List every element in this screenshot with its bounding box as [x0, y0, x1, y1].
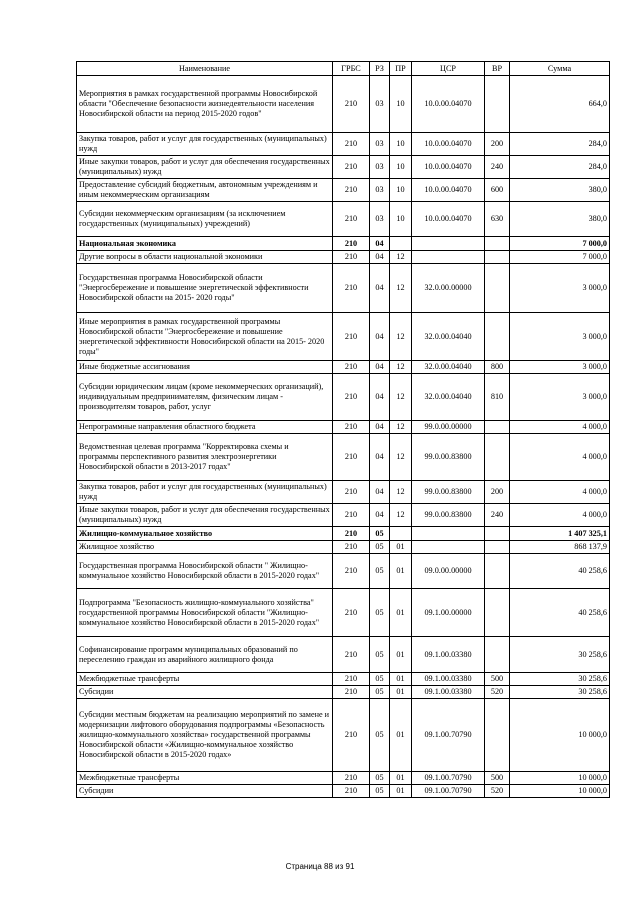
cell-sum: 10 000,0: [510, 772, 610, 785]
cell-pr: 10: [390, 179, 412, 202]
cell-name: Национальная экономика: [77, 237, 333, 251]
table-row: [77, 313, 610, 361]
cell-grbs: 210: [333, 251, 370, 264]
cell-name: Иные закупки товаров, работ и услуг для обеспечения государственных (муниципальных) нужд: [77, 504, 333, 527]
cell-pr: 01: [390, 673, 412, 686]
cell-rz: 04: [370, 421, 390, 434]
cell-csr: [412, 237, 485, 251]
cell-rz: 05: [370, 785, 390, 798]
cell-csr: 99.0.00.83800: [412, 434, 485, 481]
cell-name: Субсидии некоммерческим организациям (за исключением государственных (муниципальных) учреждений): [77, 202, 333, 237]
cell-sum: 3 000,0: [510, 313, 610, 361]
cell-csr: 09.1.00.03380: [412, 637, 485, 673]
cell-pr: 10: [390, 202, 412, 237]
cell-grbs: 210: [333, 374, 370, 421]
cell-grbs: 210: [333, 133, 370, 156]
page-number: Страница 88 из 91: [285, 862, 355, 871]
cell-rz: 03: [370, 156, 390, 179]
cell-pr: 12: [390, 421, 412, 434]
cell-csr: 10.0.00.04070: [412, 133, 485, 156]
cell-vr: 200: [485, 481, 510, 504]
cell-name: Мероприятия в рамках государственной программы Новосибирской области "Обеспечение безопасности жизнедеятельности населения Новосибирской области на период 2015-2020 годов": [77, 76, 333, 133]
budget-document: [76, 61, 609, 798]
header-rz: РЗ: [370, 62, 390, 76]
cell-sum: 4 000,0: [510, 481, 610, 504]
cell-grbs: 210: [333, 589, 370, 637]
table-row: [77, 251, 610, 264]
cell-name: Субсидии: [77, 785, 333, 798]
cell-name: Иные мероприятия в рамках государственной программы Новосибирской области "Энергосбережение и повышение энергетической эффективности Новосибирской области на 2015- 2020 годы": [77, 313, 333, 361]
table-row: [77, 527, 610, 541]
cell-vr: 240: [485, 156, 510, 179]
cell-vr: [485, 541, 510, 554]
table-row: [77, 589, 610, 637]
cell-sum: 284,0: [510, 156, 610, 179]
cell-pr: 10: [390, 76, 412, 133]
cell-grbs: 210: [333, 313, 370, 361]
cell-rz: 03: [370, 179, 390, 202]
cell-csr: 10.0.00.04070: [412, 156, 485, 179]
table-row: [77, 772, 610, 785]
cell-sum: 380,0: [510, 179, 610, 202]
table-row: [77, 237, 610, 251]
cell-csr: 09.1.00.70790: [412, 785, 485, 798]
cell-vr: [485, 434, 510, 481]
cell-rz: 05: [370, 686, 390, 699]
table-row: [77, 264, 610, 313]
cell-rz: 05: [370, 699, 390, 772]
cell-grbs: 210: [333, 76, 370, 133]
cell-rz: 04: [370, 434, 390, 481]
cell-grbs: 210: [333, 699, 370, 772]
header-grbs: ГРБС: [333, 62, 370, 76]
cell-vr: 630: [485, 202, 510, 237]
cell-name: Субсидии юридическим лицам (кроме некоммерческих организаций), индивидуальным предпринимателям, физическим лицам - производителям товаров, работ, услуг: [77, 374, 333, 421]
cell-name: Субсидии местным бюджетам на реализацию мероприятий по замене и модернизации лифтового оборудования подпрограммы «Безопасность жилищно-коммунального хозяйства» государственной программы Новосибирской области «Жилищно-коммунальное хозяйство Новосибирской области в 2015-2020 годах»: [77, 699, 333, 772]
cell-grbs: 210: [333, 434, 370, 481]
cell-sum: 1 407 325,1: [510, 527, 610, 541]
header-pr: ПР: [390, 62, 412, 76]
cell-csr: 32.0.00.04040: [412, 361, 485, 374]
cell-sum: 10 000,0: [510, 785, 610, 798]
table-row: [77, 202, 610, 237]
cell-csr: 09.1.00.70790: [412, 772, 485, 785]
table-row: [77, 785, 610, 798]
cell-name: Закупка товаров, работ и услуг для государственных (муниципальных) нужд: [77, 481, 333, 504]
cell-pr: 10: [390, 156, 412, 179]
cell-csr: 10.0.00.04070: [412, 202, 485, 237]
cell-rz: 05: [370, 554, 390, 589]
table-row: [77, 504, 610, 527]
cell-csr: 09.0.00.00000: [412, 554, 485, 589]
cell-name: Другие вопросы в области национальной экономики: [77, 251, 333, 264]
cell-sum: 40 258,6: [510, 554, 610, 589]
cell-rz: 05: [370, 673, 390, 686]
cell-rz: 04: [370, 481, 390, 504]
cell-vr: 520: [485, 785, 510, 798]
cell-grbs: 210: [333, 504, 370, 527]
cell-grbs: 210: [333, 179, 370, 202]
cell-name: Государственная программа Новосибирской области " Жилищно-коммунальное хозяйство Новосибирской области в 2015-2020 годах": [77, 554, 333, 589]
cell-sum: 284,0: [510, 133, 610, 156]
cell-vr: 240: [485, 504, 510, 527]
cell-sum: 664,0: [510, 76, 610, 133]
cell-rz: 05: [370, 589, 390, 637]
cell-pr: 12: [390, 264, 412, 313]
cell-csr: 09.1.00.03380: [412, 673, 485, 686]
cell-vr: [485, 699, 510, 772]
cell-vr: [485, 237, 510, 251]
cell-name: Субсидии: [77, 686, 333, 699]
cell-sum: 30 258,6: [510, 673, 610, 686]
cell-vr: 500: [485, 673, 510, 686]
table-row: [77, 76, 610, 133]
cell-pr: 12: [390, 313, 412, 361]
cell-csr: 32.0.00.04040: [412, 313, 485, 361]
cell-grbs: 210: [333, 772, 370, 785]
cell-sum: 4 000,0: [510, 421, 610, 434]
cell-sum: 7 000,0: [510, 237, 610, 251]
cell-csr: [412, 527, 485, 541]
cell-grbs: 210: [333, 156, 370, 179]
cell-pr: 01: [390, 686, 412, 699]
cell-grbs: 210: [333, 237, 370, 251]
cell-rz: 03: [370, 133, 390, 156]
cell-sum: 7 000,0: [510, 251, 610, 264]
cell-pr: 01: [390, 772, 412, 785]
cell-pr: 01: [390, 699, 412, 772]
cell-rz: 04: [370, 361, 390, 374]
cell-rz: 05: [370, 541, 390, 554]
table-row: [77, 554, 610, 589]
cell-pr: 01: [390, 589, 412, 637]
cell-grbs: 210: [333, 785, 370, 798]
table-row: [77, 541, 610, 554]
table-row: [77, 374, 610, 421]
cell-grbs: 210: [333, 541, 370, 554]
cell-sum: 10 000,0: [510, 699, 610, 772]
cell-vr: 520: [485, 686, 510, 699]
cell-pr: 01: [390, 785, 412, 798]
cell-vr: [485, 637, 510, 673]
cell-name: Межбюджетные трансферты: [77, 673, 333, 686]
cell-sum: 4 000,0: [510, 504, 610, 527]
cell-csr: 99.0.00.00000: [412, 421, 485, 434]
header-vr: ВР: [485, 62, 510, 76]
table-body: [77, 76, 610, 798]
cell-rz: 04: [370, 504, 390, 527]
cell-name: Подпрограмма "Безопасность жилищно-коммунального хозяйства" государственной программы Новосибирской области "Жилищно-коммунальное хозяйство Новосибирской области в 2015-2020 годах": [77, 589, 333, 637]
cell-sum: 3 000,0: [510, 361, 610, 374]
cell-sum: 30 258,6: [510, 686, 610, 699]
cell-sum: 3 000,0: [510, 264, 610, 313]
table-row: [77, 673, 610, 686]
cell-pr: 10: [390, 133, 412, 156]
table-row: [77, 434, 610, 481]
cell-grbs: 210: [333, 202, 370, 237]
cell-sum: 4 000,0: [510, 434, 610, 481]
cell-rz: 04: [370, 237, 390, 251]
cell-vr: 810: [485, 374, 510, 421]
cell-csr: 32.0.00.00000: [412, 264, 485, 313]
cell-csr: [412, 541, 485, 554]
cell-vr: [485, 251, 510, 264]
cell-pr: 12: [390, 374, 412, 421]
cell-name: Жилищно-коммунальное хозяйство: [77, 527, 333, 541]
table-row: [77, 637, 610, 673]
cell-pr: 12: [390, 361, 412, 374]
cell-name: Государственная программа Новосибирской области "Энергосбережение и повышение энергетической эффективности Новосибирской области на 2015- 2020 годы": [77, 264, 333, 313]
cell-name: Иные бюджетные ассигнования: [77, 361, 333, 374]
table-row: [77, 421, 610, 434]
cell-sum: 380,0: [510, 202, 610, 237]
cell-vr: [485, 421, 510, 434]
cell-pr: 12: [390, 481, 412, 504]
cell-rz: 04: [370, 264, 390, 313]
cell-sum: 40 258,6: [510, 589, 610, 637]
cell-csr: 09.1.00.00000: [412, 589, 485, 637]
table-row: [77, 686, 610, 699]
cell-csr: 99.0.00.83800: [412, 504, 485, 527]
budget-table: [76, 61, 610, 798]
cell-grbs: 210: [333, 421, 370, 434]
cell-csr: 32.0.00.04040: [412, 374, 485, 421]
header-csr: ЦСР: [412, 62, 485, 76]
cell-rz: 03: [370, 76, 390, 133]
table-row: [77, 481, 610, 504]
cell-vr: 600: [485, 179, 510, 202]
cell-vr: 200: [485, 133, 510, 156]
cell-rz: 05: [370, 527, 390, 541]
cell-grbs: 210: [333, 686, 370, 699]
cell-grbs: 210: [333, 481, 370, 504]
cell-vr: 800: [485, 361, 510, 374]
cell-csr: 10.0.00.04070: [412, 76, 485, 133]
cell-grbs: 210: [333, 554, 370, 589]
cell-grbs: 210: [333, 264, 370, 313]
table-header-row: [77, 62, 610, 76]
table-row: [77, 133, 610, 156]
header-sum: Сумма: [510, 62, 610, 76]
cell-csr: [412, 251, 485, 264]
cell-pr: [390, 237, 412, 251]
cell-csr: 09.1.00.03380: [412, 686, 485, 699]
table-row: [77, 361, 610, 374]
cell-pr: 12: [390, 251, 412, 264]
cell-vr: 500: [485, 772, 510, 785]
cell-pr: [390, 527, 412, 541]
table-row: [77, 179, 610, 202]
cell-name: Межбюджетные трансферты: [77, 772, 333, 785]
cell-name: Непрограммные направления областного бюджета: [77, 421, 333, 434]
cell-sum: 30 258,6: [510, 637, 610, 673]
cell-csr: 10.0.00.04070: [412, 179, 485, 202]
cell-sum: 868 137,9: [510, 541, 610, 554]
cell-grbs: 210: [333, 527, 370, 541]
cell-name: Предоставление субсидий бюджетным, автономным учреждениям и иным некоммерческим организациям: [77, 179, 333, 202]
cell-vr: [485, 76, 510, 133]
cell-vr: [485, 313, 510, 361]
cell-name: Жилищное хозяйство: [77, 541, 333, 554]
header-name: Наименование: [77, 62, 333, 76]
cell-csr: 09.1.00.70790: [412, 699, 485, 772]
cell-rz: 04: [370, 251, 390, 264]
table-row: [77, 699, 610, 772]
cell-name: Софинансирование программ муниципальных образований по переселению граждан из аварийного жилищного фонда: [77, 637, 333, 673]
table-row: [77, 156, 610, 179]
cell-pr: 12: [390, 434, 412, 481]
cell-pr: 01: [390, 637, 412, 673]
cell-name: Ведомственная целевая программа "Корректировка схемы и программы перспективного развития электроэнергетики Новосибирской области в 2013-2017 годах": [77, 434, 333, 481]
cell-rz: 05: [370, 637, 390, 673]
cell-pr: 01: [390, 541, 412, 554]
cell-vr: [485, 264, 510, 313]
cell-pr: 01: [390, 554, 412, 589]
cell-grbs: 210: [333, 637, 370, 673]
cell-name: Иные закупки товаров, работ и услуг для обеспечения государственных (муниципальных) нужд: [77, 156, 333, 179]
cell-csr: 99.0.00.83800: [412, 481, 485, 504]
cell-pr: 12: [390, 504, 412, 527]
cell-vr: [485, 589, 510, 637]
cell-vr: [485, 527, 510, 541]
cell-rz: 04: [370, 374, 390, 421]
cell-grbs: 210: [333, 361, 370, 374]
cell-name: Закупка товаров, работ и услуг для государственных (муниципальных) нужд: [77, 133, 333, 156]
cell-rz: 04: [370, 313, 390, 361]
cell-rz: 03: [370, 202, 390, 237]
cell-grbs: 210: [333, 673, 370, 686]
cell-vr: [485, 554, 510, 589]
cell-sum: 3 000,0: [510, 374, 610, 421]
cell-rz: 05: [370, 772, 390, 785]
